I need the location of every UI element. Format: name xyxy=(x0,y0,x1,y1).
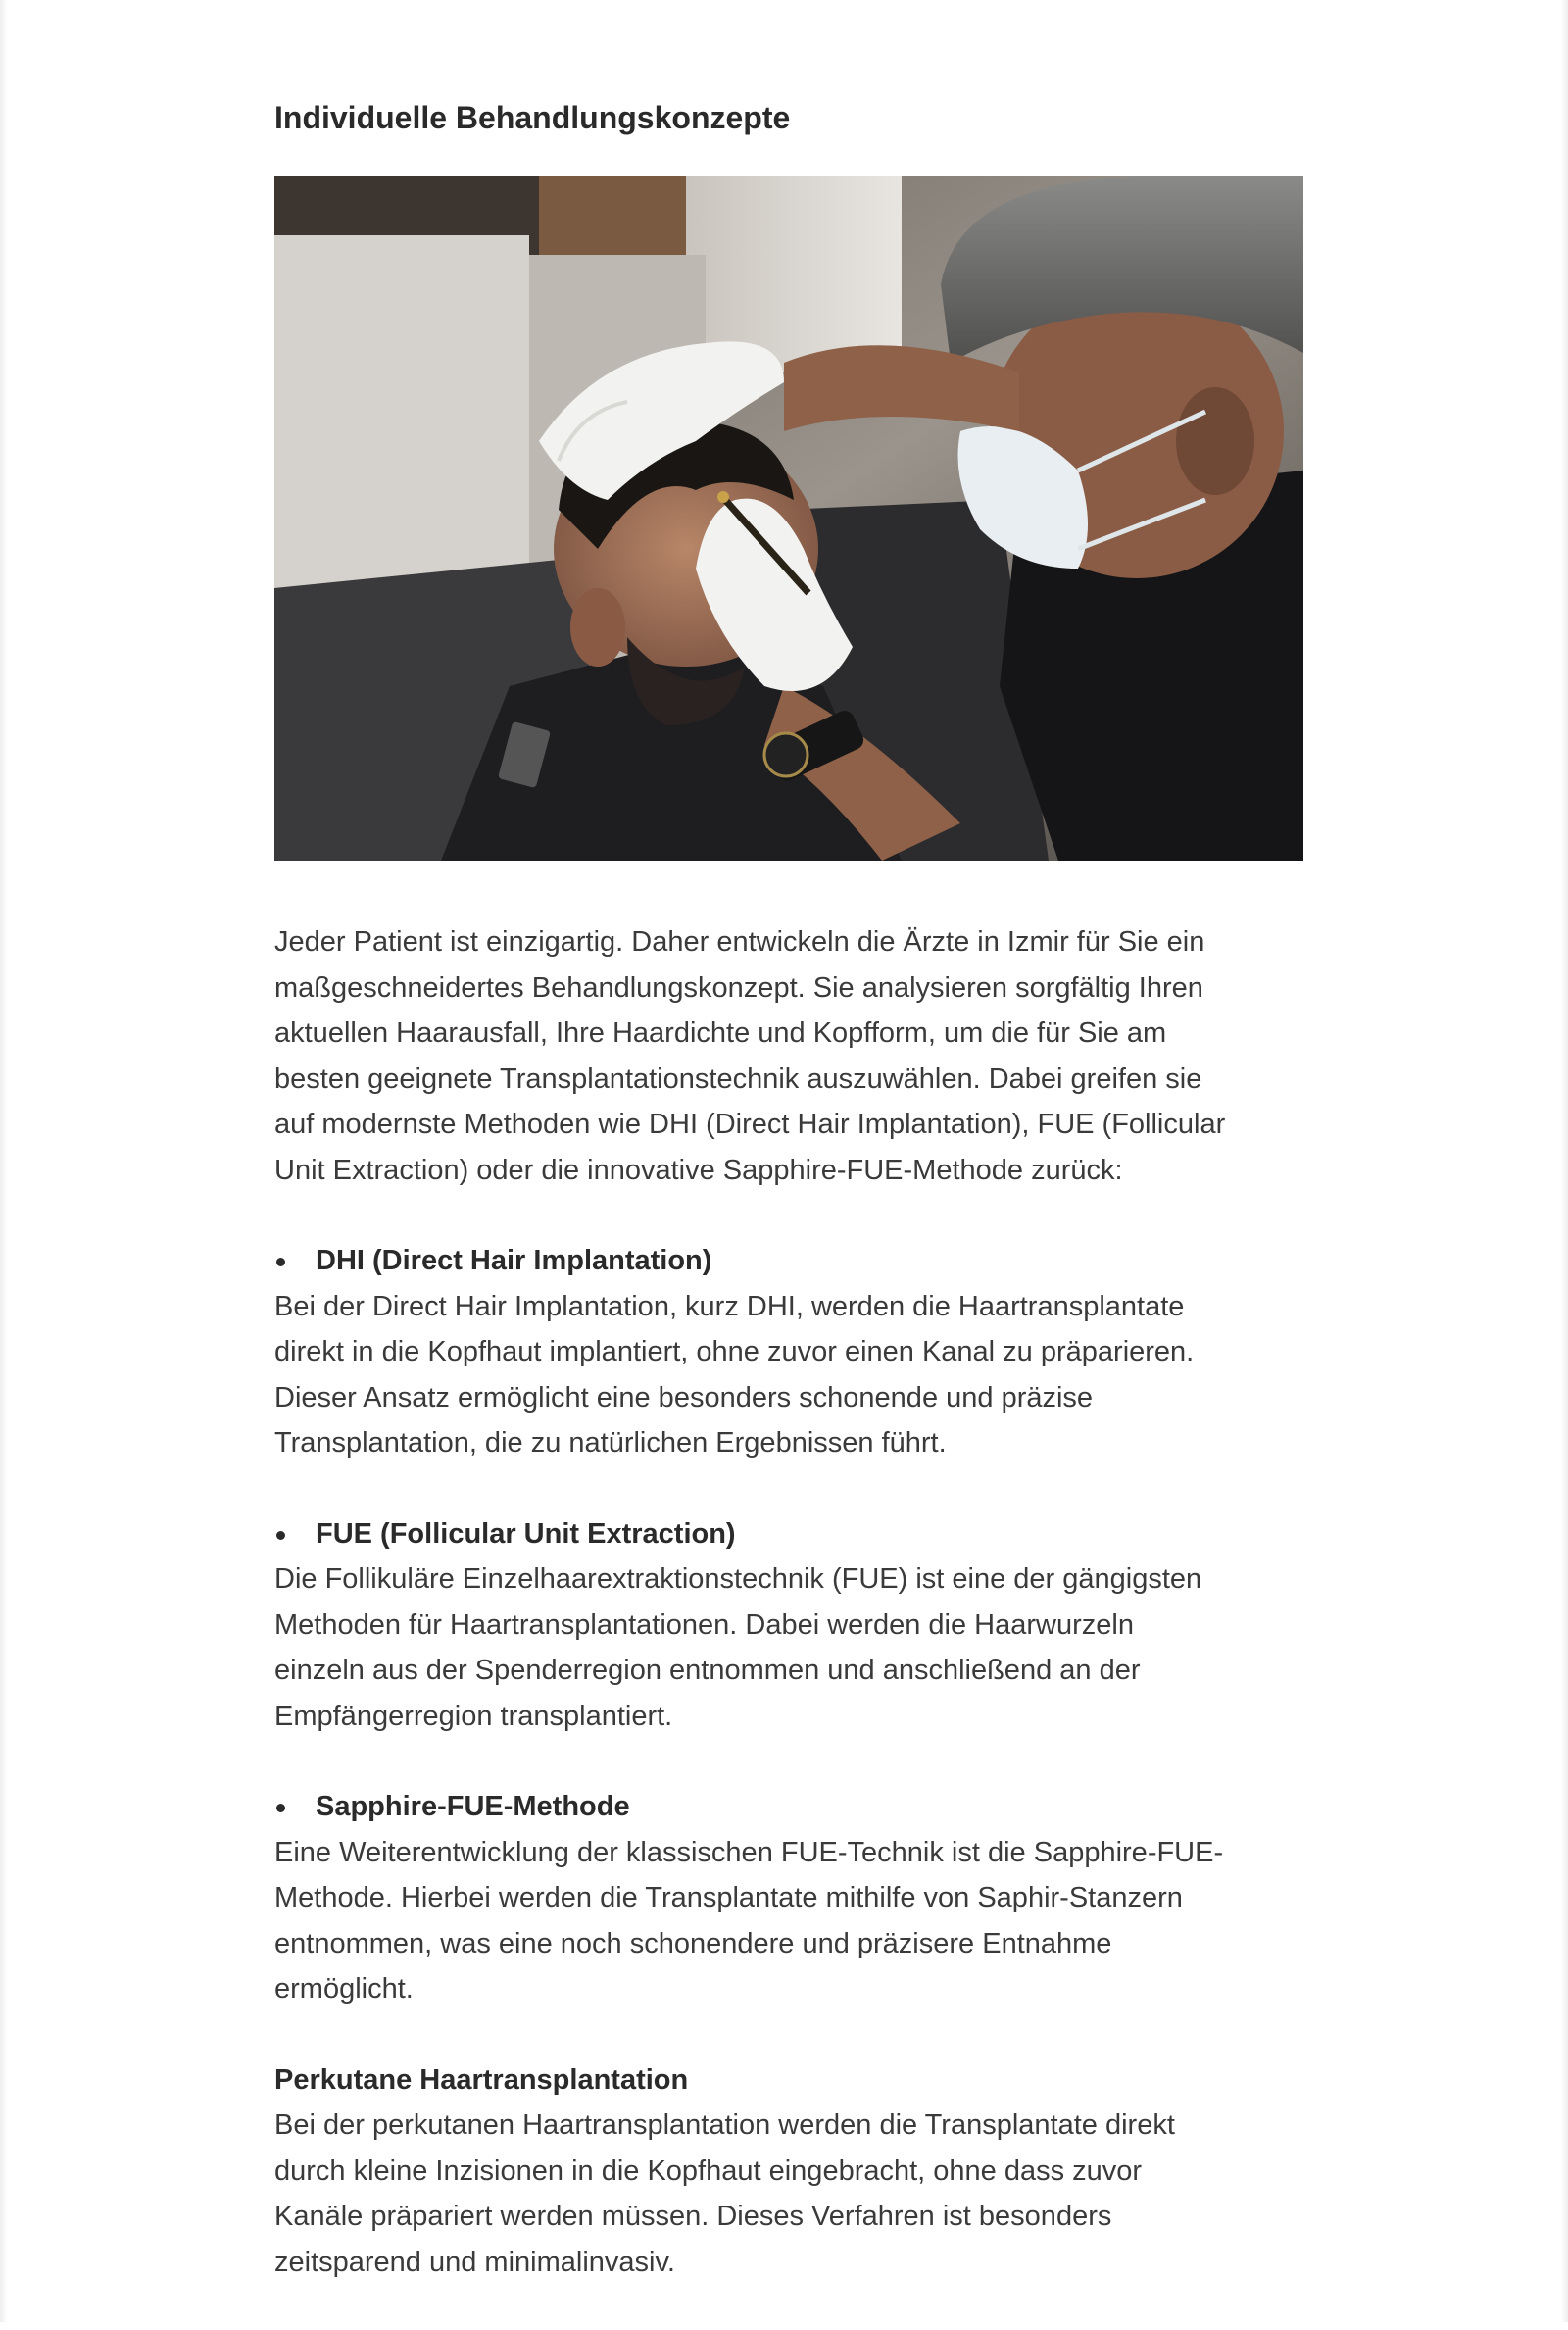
page-edge-left xyxy=(0,0,8,2322)
percutaneous-line: Bei der perkutanen Haartransplantation werden die Transplantate direkt xyxy=(274,2109,1175,2141)
intro-line: auf modernste Methoden wie DHI (Direct Hair Implantation), FUE (Follicular xyxy=(274,1109,1226,1140)
method-line: Dieser Ansatz ermöglicht eine besonders schonende und präzise xyxy=(274,1381,1094,1413)
method-title-text: FUE (Follicular Unit Extraction) xyxy=(316,1517,736,1550)
method-sapphire-fue xyxy=(274,1784,1303,2012)
method-line: entnommen, was eine noch schonendere und präzisere Entnahme xyxy=(274,1927,1112,1959)
percutaneous-section xyxy=(274,2057,1303,2286)
method-line: Transplantation, die zu natürlichen Ergebnissen führt. xyxy=(274,1427,947,1459)
method-title xyxy=(274,1238,1303,1284)
page-edge-right xyxy=(1560,0,1568,2322)
percutaneous-line: Kanäle präpariert werden müssen. Dieses Verfahren ist besonders xyxy=(274,2201,1112,2232)
intro-paragraph xyxy=(274,919,1303,1193)
intro-line: maßgeschneidertes Behandlungskonzept. Sie analysieren sorgfältig Ihren xyxy=(274,971,1203,1004)
intro-line: aktuellen Haarausfall, Ihre Haardichte und Kopfform, um die für Sie am xyxy=(274,1017,1167,1049)
method-title xyxy=(274,1512,1303,1558)
section-heading: Individuelle Behandlungskonzepte xyxy=(274,100,791,135)
bullet-dot-icon xyxy=(276,1258,285,1266)
article-content xyxy=(274,88,1303,2330)
method-line: direkt in die Kopfhaut implantiert, ohne zuvor einen Kanal zu präparieren. xyxy=(274,1336,1195,1367)
percutaneous-line: zeitsparend und minimalinvasiv. xyxy=(274,2246,675,2278)
method-title xyxy=(274,1784,1303,1830)
method-line: Methode. Hierbei werden die Transplantate mithilfe von Saphir-Stanzern xyxy=(274,1882,1183,1913)
method-line: ermöglicht. xyxy=(274,1973,414,2005)
bullet-dot-icon xyxy=(276,1531,285,1540)
intro-line: Jeder Patient ist einzigartig. Daher entwickeln die Ärzte in Izmir für Sie ein xyxy=(274,926,1205,958)
method-line: einzeln aus der Spenderregion entnommen und anschließend an der xyxy=(274,1655,1141,1686)
bullet-dot-icon xyxy=(276,1804,285,1812)
intro-line: Unit Extraction) oder die innovative Sapphire-FUE-Methode zurück: xyxy=(274,1154,1123,1186)
method-fue xyxy=(274,1512,1303,1740)
method-line: Methoden für Haartransplantationen. Dabei werden die Haarwurzeln xyxy=(274,1609,1134,1641)
method-title-text: Sapphire-FUE-Methode xyxy=(316,1791,630,1822)
method-dhi xyxy=(274,1238,1303,1466)
percutaneous-title: Perkutane Haartransplantation xyxy=(274,2063,689,2096)
treatment-photo xyxy=(274,176,1303,861)
method-line: Eine Weiterentwicklung der klassischen FUE-Technik ist die Sapphire-FUE- xyxy=(274,1836,1224,1868)
method-line: Die Follikuläre Einzelhaarextraktionstechnik (FUE) ist eine der gängigsten xyxy=(274,1563,1202,1595)
intro-line: besten geeignete Transplantationstechnik auszuwählen. Dabei greifen sie xyxy=(274,1063,1202,1095)
method-line: Empfängerregion transplantiert. xyxy=(274,1700,673,1732)
method-line: Bei der Direct Hair Implantation, kurz DHI, werden die Haartransplantate xyxy=(274,1290,1185,1322)
method-title-text: DHI (Direct Hair Implantation) xyxy=(316,1245,712,1276)
percutaneous-line: durch kleine Inzisionen in die Kopfhaut eingebracht, ohne dass zuvor xyxy=(274,2155,1143,2187)
